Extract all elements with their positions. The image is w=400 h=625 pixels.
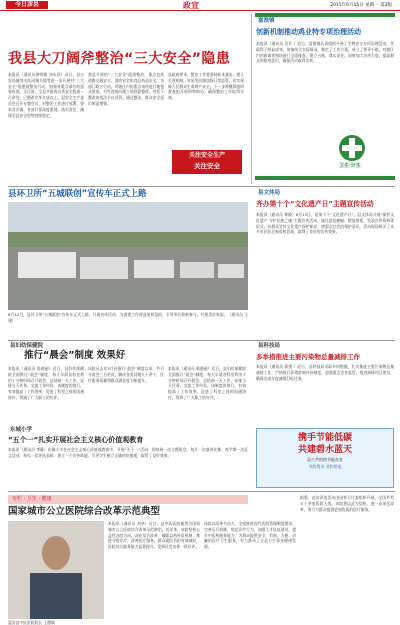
health-logo-caption: 卫生·计生 [339,163,361,169]
culture-body: 本报讯（通讯员 林晓）6月13日，是第十个“文化遗产日”。县文体局开展“保护文化遗产 守护民族之魂”主题宣传活动，通过悬挂横幅、摆放展板、发放宣传资料等形式，向群众宣传文化遗产保护知识，增强全社会的保护意识。活动现场吸引了众多市民驻足观看和咨询，取得了良好的宣传效果。 [256,212,394,235]
hospital-banner-text: 专栏 · 卫生 · 健康 [12,496,52,502]
lead-body-col1: 本报讯（通讯员黄明敏 刘永祥）近日，县公安局城郊支队同城关镇等进一步开展对“三大安全”隐患的整治行动，加强对重点部位的巡查检查。至目前，全县共排查各类安全隐患一百余处，已整改完毕九成以上。县安全生产委员会召开专题会议，对整治工作进行部署，要求各乡镇、各部门要高度重视，落实责任，确保全县安全形势持续稳定。 [8,72,84,118]
schedule-headline: 推行“晨会”制度 效果好 [24,350,126,361]
green-body: 本报讯（通讯员 吴芳 ）近日，富淮镇认真组织开展了生物安全专项治理活动，并取得了明显成效。该镇结合实际情况，制定了工作方案，成立了领导小组，对辖区内的畜禽养殖场进行全面排查，建立台账，落实责任。同时加大宣传力度，提高群众的防疫意识，确保活动取得实效。 [256,41,394,64]
environment-ad-line1: 携手节能低碳 [297,433,352,443]
schedule-body-col3: 本报讯（通讯员 陈晓丽）近日，县妇幼保健院全面推行“晨会”制度，每天早晨各科室利用十分钟时间召开晨会，总结前一天工作，安排当天任务，交流工作经验。该制度的推行，有效提高了工作效率，促进了科室之间的沟通协作，得到了广大职工的好评。 [168,366,246,400]
hospital-body-col1: 本报讯（通讯员 刘华）近日，县中医医院被列为国家城市公立医院综合改革示范典型。近年来，该院坚持公益性办院方向，深化综合改革，破除以药补医机制，推进分级诊疗，改善医疗服务，群众就医负担有效减轻，医院综合服务能力显著提升，受到社会各界一致好评。 [108,521,200,550]
hospital-photo-image [8,521,104,619]
hospital-headline: 国家城市公立医院综合改革示范典型 [8,506,161,517]
lead-body-col2: 我县开展的“三大安全”隐患整治，重点包括道路交通安全、消防安全和食品药品安全。各部门联合行动，对辖区内的重点场所进行地毯式排查，对发现的问题立即督促整改，对拒不整改的依法予以处罚。通过整治，群众安全意识明显增强。 [88,72,164,106]
dateline: 2015年6月15日 星期一 第3版 [330,3,392,8]
newspaper-logo: 今日彦县 [6,1,48,9]
safety-ad-line2: 关注安全 [194,162,220,170]
hospital-body-col2: 该院以改革为动力，全面推进现代医院管理制度建设，完善运行机制，规范诊疗行为，加强人才队伍建设，提升中医药服务能力，为群众提供安全、有效、方便、价廉的医疗卫生服务，有力推动了全县卫生事业健康发展。 [204,521,296,550]
drug-body: 本报讯（通讯员 蒋建 ）近日，县科技局采取多项措施，扎实推进主要污染物总量减排工作。严格执行环境影响评价制度，加强重点企业监管，推进减排项目建设，确保完成年度减排目标任务。 [256,364,394,381]
hospital-photo-caption: 蓝田县中医医院院长 王德顺 [8,620,55,625]
east-headline: “五个一”扎实开展社会主义核心价值观教育 [8,436,144,444]
east-kicker: 东城小学 [10,427,33,433]
section-title: 政宣 [183,1,199,10]
east-body: 本报讯（通讯员 李静）东城小学在社会主义核心价值观教育中，开展“五个一”活动：即每周一次主题班会、每月一次演讲比赛、每学期一次征文活动、每年一次评选表彰、建立一个宣传阵地，引导学生树立正确的价值观，取得了良好效果。 [8,447,248,458]
schedule-kicker: 县妇幼保健院 [10,343,44,349]
schedule-body-col1: 本报讯（通讯员 陈晓丽）近日，县妇幼保健院全面推行“晨会”制度，每天早晨各科室利用十分钟时间召开晨会，总结前一天工作，安排当天任务，交流工作经验。该制度的推行，有效提高了工作效率，促进了科室之间的沟通协作，得到了广大职工的好评。 [8,366,84,400]
green-headline: 创新机制推动鸡业特专项治理活动 [256,28,361,36]
safety-ad [172,150,242,174]
hospital-body-col3: 据悉，此次评选活动由国家卫计委组织开展，全国共有五十余家医院入选。该院将以此为契机，进一步深化改革，努力为群众提供更加优质的医疗服务。 [300,495,394,512]
safety-ad-line1: 关注安全生产 [188,152,225,159]
lead-body-col3: 县政府要求，整治工作要坚持标本兼治，建立长效机制，对易发问题加强日常监管，切实保障人民群众生命财产安全。下一步将继续组织督查组开展明察暗访，确保整治工作取得实效。 [168,72,244,101]
convoy-headline: 县环卫所“五城联创”宣传车正式上路 [8,189,147,199]
convoy-caption: 6月12日，县环卫所“五城联创”宣传车正式上路，开展宣传活动，为创建工作营造浓厚氛围，引导市民积极参与，共建美好家园。（通讯员 王建） [8,312,248,323]
environment-ad [256,428,394,488]
lead-headline: 我县大刀阔斧整治“三大安全”隐患 [8,51,231,67]
culture-headline: 齐办第十个“文化遗产日”主题宣传活动 [256,200,374,208]
environment-ad-slogan: 节约用水 节约用电 [308,464,342,469]
environment-ad-line2: 共建碧水蓝天 [297,445,352,455]
drug-headline: 多举措推进主要污染物总量减排工作 [256,353,360,361]
masthead [0,0,400,11]
hospital-photo [8,521,104,619]
drug-kicker: 县科技局 [258,343,281,349]
hospital-banner [8,495,248,504]
convoy-photo-image [8,202,248,310]
environment-ad-line3: 县公共机构节能办宣 [307,457,343,462]
culture-kicker: 县文体局 [258,190,281,196]
convoy-photo [8,202,248,310]
green-kicker: 富淮镇 [258,18,275,24]
schedule-body-col2: 该院从去年3月份推行“晨会”制度以来，共召开晨会三百余次，解决各类问题九十余个，医疗服务质量和群众满意度不断提升。 [88,366,164,383]
